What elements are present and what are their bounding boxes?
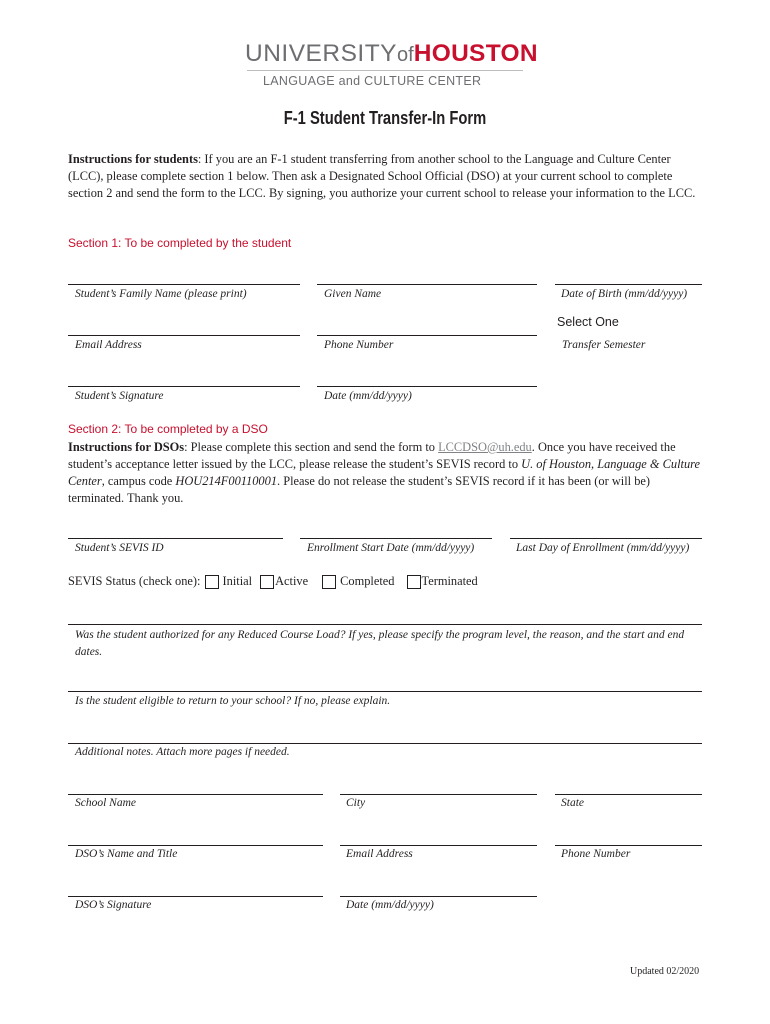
state-label: State <box>561 797 584 809</box>
phone-label: Phone Number <box>324 339 394 351</box>
additional-notes-label: Additional notes. Attach more pages if needed. <box>75 746 290 758</box>
last-day-field[interactable] <box>510 538 702 539</box>
campus-code: HOU214F00110001 <box>175 474 278 488</box>
dso-instructions-text: , campus code <box>101 474 176 488</box>
logo-divider <box>247 70 523 71</box>
city-label: City <box>346 797 366 809</box>
dso-instructions-text: . Once you have received the student’s acceptance letter issued by the LCC, please release the student’s SEVIS record to <box>68 440 676 471</box>
dso-email-field[interactable] <box>340 845 537 846</box>
dso-instructions-label: Instructions for DSOs <box>68 440 185 454</box>
dso-email-label: Email Address <box>346 848 413 860</box>
dso-signature-field[interactable] <box>68 896 323 897</box>
logo-of-text: of <box>397 44 414 66</box>
dso-phone-label: Phone Number <box>561 848 631 860</box>
dso-email-link[interactable]: LCCDSO@uh.edu <box>438 440 532 454</box>
sevis-id-field[interactable] <box>68 538 283 539</box>
sevis-status <box>68 574 484 589</box>
family-name-label: Student’s Family Name (please print) <box>75 288 247 300</box>
form-title: F-1 Student Transfer-In Form <box>283 108 487 128</box>
notes-field[interactable] <box>68 743 702 744</box>
rcl-field[interactable] <box>68 624 702 625</box>
dso-date-field[interactable] <box>340 896 537 897</box>
last-day-label: Last Day of Enrollment (mm/dd/yyyy) <box>516 542 690 554</box>
enroll-start-label: Enrollment Start Date (mm/dd/yyyy) <box>307 542 475 554</box>
logo-university-text: UNIVERSITY <box>245 40 398 67</box>
eligible-field[interactable] <box>68 691 702 692</box>
dob-label: Date of Birth (mm/dd/yyyy) <box>561 288 688 300</box>
status-terminated-label: Terminated <box>421 574 478 588</box>
university-logo <box>245 40 538 68</box>
student-date-label: Date (mm/dd/yyyy) <box>324 390 412 402</box>
status-terminated-checkbox[interactable] <box>407 575 421 589</box>
dso-instructions <box>68 439 708 507</box>
transfer-semester-label: Transfer Semester <box>562 339 646 351</box>
email-field[interactable] <box>68 335 300 336</box>
email-label: Email Address <box>75 339 142 351</box>
school-name-field[interactable] <box>68 794 323 795</box>
sevis-status-label: SEVIS Status (check one): <box>68 574 201 588</box>
state-field[interactable] <box>555 794 702 795</box>
student-signature-label: Student’s Signature <box>75 390 164 402</box>
student-date-field[interactable] <box>317 386 537 387</box>
dso-name-label: DSO’s Name and Title <box>75 848 178 860</box>
student-signature-field[interactable] <box>68 386 300 387</box>
section2-heading: Section 2: To be completed by a DSO <box>68 422 268 436</box>
sevis-id-label: Student’s SEVIS ID <box>75 542 164 554</box>
status-initial-checkbox[interactable] <box>205 575 219 589</box>
dso-phone-field[interactable] <box>555 845 702 846</box>
section1-heading: Section 1: To be completed by the student <box>68 236 292 250</box>
city-field[interactable] <box>340 794 537 795</box>
given-name-field[interactable] <box>317 284 537 285</box>
student-instructions <box>68 151 708 202</box>
family-name-field[interactable] <box>68 284 300 285</box>
dso-instructions-text: : Please complete this section and send the form to <box>184 440 439 454</box>
rcl-question: Was the student authorized for any Reduced Course Load? If yes, please specify the program level, the reason, and the start and end dates. <box>75 629 685 658</box>
student-instructions-text: : If you are an F-1 student transferring from another school to the Language and Culture Center (LCC), please complete section 1 below. Then ask a Designated School Official (DSO) at your current school to complete section 2 and send the form to the LCC. By signing, you authorize your current school to release your information to the LCC. <box>68 152 696 200</box>
transfer-semester-select[interactable]: Select One <box>557 315 619 329</box>
school-name-label: School Name <box>75 797 137 809</box>
dso-name-field[interactable] <box>68 845 323 846</box>
dso-school-name: U. of Houston, Language & Culture Center <box>68 457 701 488</box>
enroll-start-field[interactable] <box>300 538 492 539</box>
dso-instructions-text: . Please do not release the student’s SEVIS record if it has been (or will be) terminated. Thank you. <box>68 474 651 505</box>
updated-date: Updated 02/2020 <box>630 966 700 977</box>
logo-houston-text: HOUSTON <box>413 40 538 67</box>
given-name-label: Given Name <box>324 288 382 300</box>
eligible-question: Is the student eligible to return to your school? If no, please explain. <box>75 695 391 707</box>
dso-date-label: Date (mm/dd/yyyy) <box>346 899 434 911</box>
status-active-label: Active <box>275 574 309 588</box>
status-completed-label: Completed <box>340 574 395 588</box>
dob-field[interactable] <box>555 284 702 285</box>
student-instructions-label: Instructions for students <box>68 152 198 166</box>
dso-signature-label: DSO’s Signature <box>75 899 152 911</box>
status-initial-label: Initial <box>222 574 253 588</box>
status-completed-checkbox[interactable] <box>322 575 336 589</box>
logo-subtitle: LANGUAGE and CULTURE CENTER <box>263 74 482 88</box>
status-active-checkbox[interactable] <box>260 575 274 589</box>
phone-field[interactable] <box>317 335 537 336</box>
